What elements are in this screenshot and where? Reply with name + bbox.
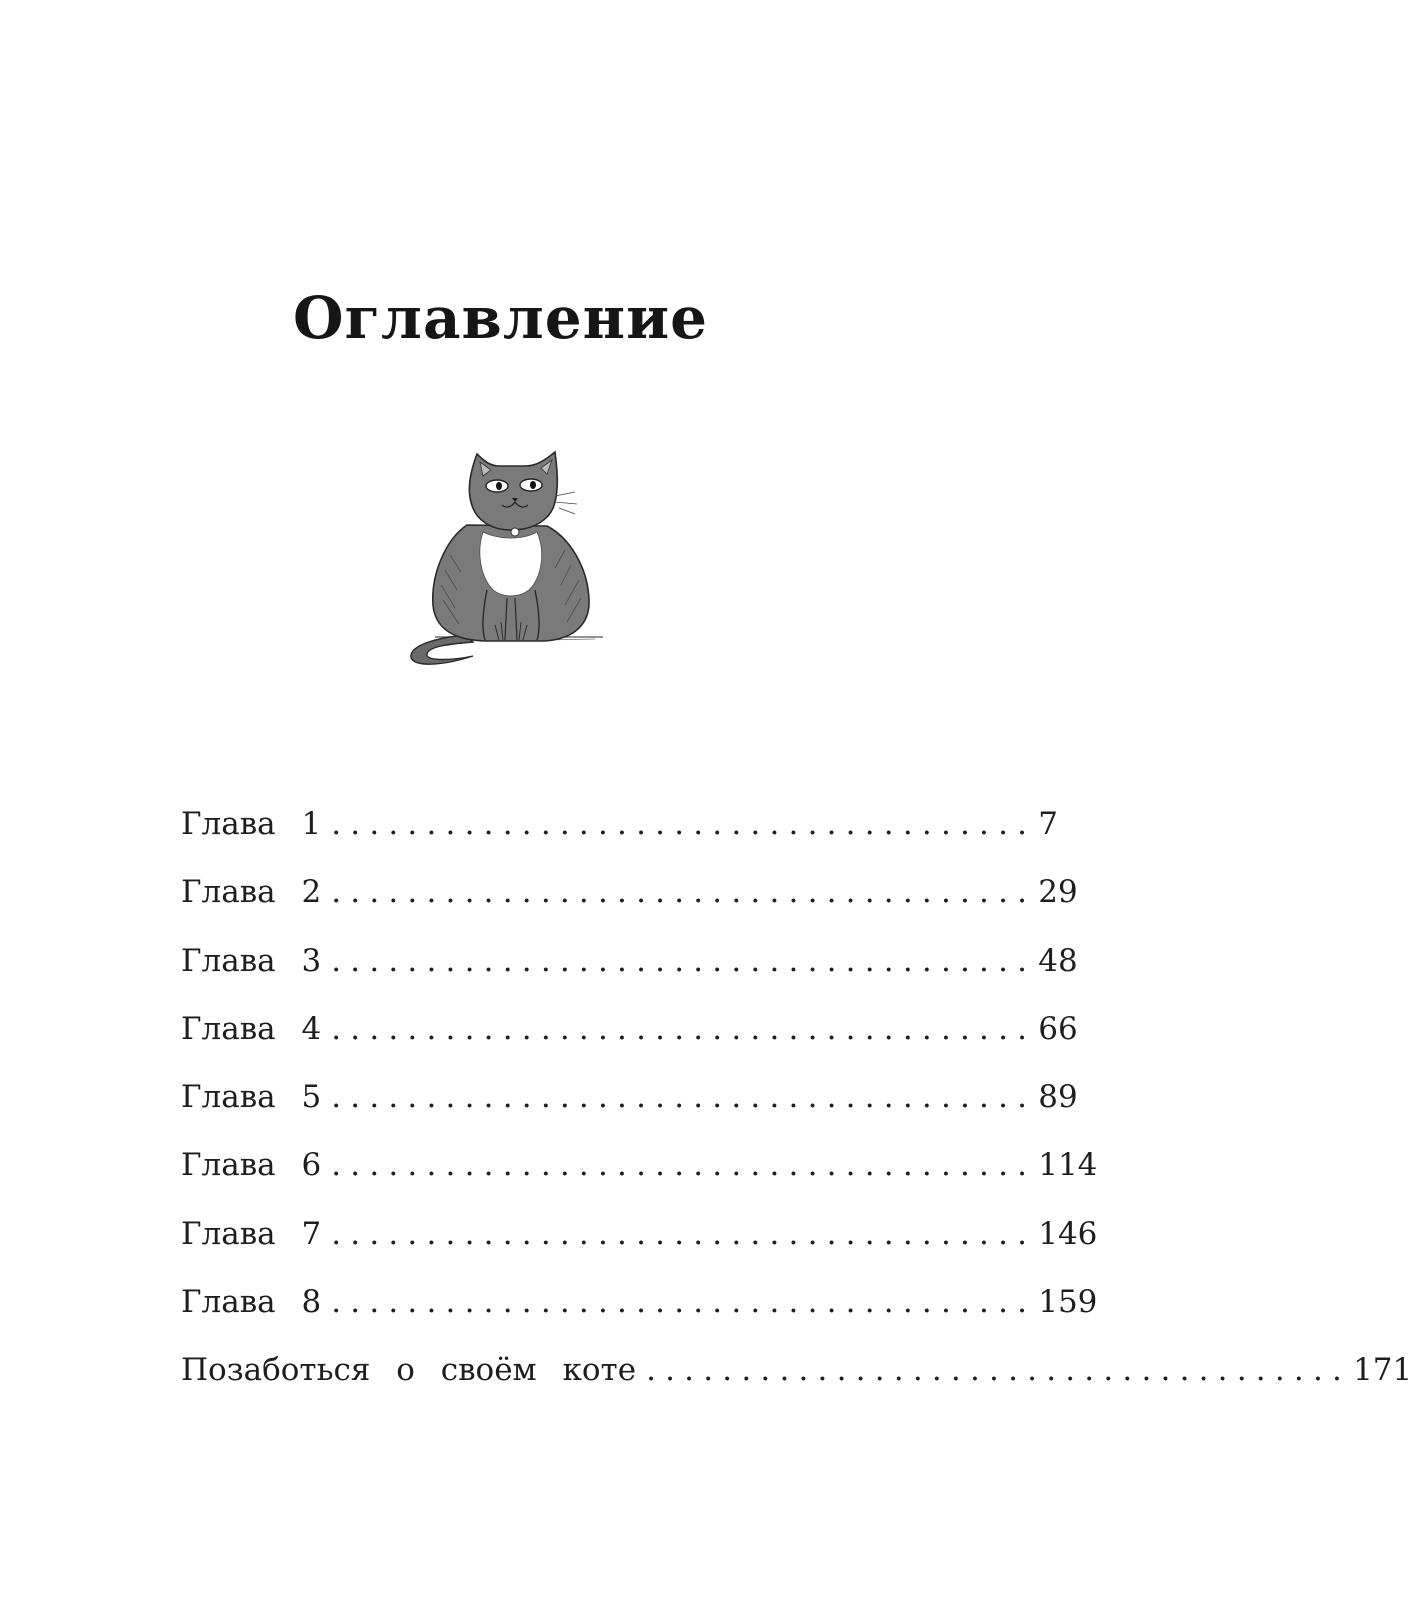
toc-entry-page: 146 [1038,1215,1098,1252]
toc-entry-label: Глава 2 [181,874,322,911]
toc-entry[interactable] [181,1268,1098,1336]
toc-entry[interactable] [181,927,1078,995]
cat-illustration [395,440,615,675]
toc-entry-label: Глава 8 [181,1284,322,1321]
toc-entry-page: 29 [1038,874,1078,911]
toc-entry[interactable] [181,1131,1098,1199]
toc-dot-leader: ..................................... [331,874,1037,911]
page-title: Оглавление [292,284,708,352]
toc-dot-leader: ..................................... [331,1147,1037,1184]
toc-dot-leader: ..................................... [331,806,1037,842]
toc-entry-label: Глава 5 [181,1079,322,1116]
toc-entry-page: 7 [1038,806,1058,842]
toc-entry-label: Глава 4 [181,1010,322,1047]
toc-dot-leader: ..................................... [646,1352,1352,1389]
toc-dot-leader: ..................................... [331,1284,1037,1321]
toc-entry-label: Глава 3 [181,942,322,979]
toc-entry-page: 48 [1038,942,1078,979]
toc-entry-label: Позаботься о своём коте [181,1352,637,1389]
toc-entry-page: 89 [1038,1079,1078,1116]
toc-dot-leader: ..................................... [331,1010,1037,1047]
toc-entry-page: 171 [1353,1352,1412,1389]
toc-entry[interactable] [181,858,1078,926]
toc-entry-label: Глава 6 [181,1147,322,1184]
toc-entry-label: Глава 7 [181,1215,322,1252]
toc-entry[interactable] [181,1200,1098,1268]
toc-entry-page: 159 [1038,1284,1098,1321]
toc-entry[interactable] [181,790,1058,858]
toc-entry-page: 66 [1038,1010,1078,1047]
toc-entry[interactable] [181,1063,1078,1131]
table-of-contents [181,790,1412,1405]
toc-entry-label: Глава 1 [181,806,322,842]
toc-entry-page: 114 [1038,1147,1098,1184]
toc-dot-leader: ..................................... [331,942,1037,979]
toc-dot-leader: ..................................... [331,1079,1037,1116]
toc-dot-leader: ..................................... [331,1215,1037,1252]
toc-entry[interactable] [181,1336,1412,1404]
toc-entry[interactable] [181,995,1078,1063]
